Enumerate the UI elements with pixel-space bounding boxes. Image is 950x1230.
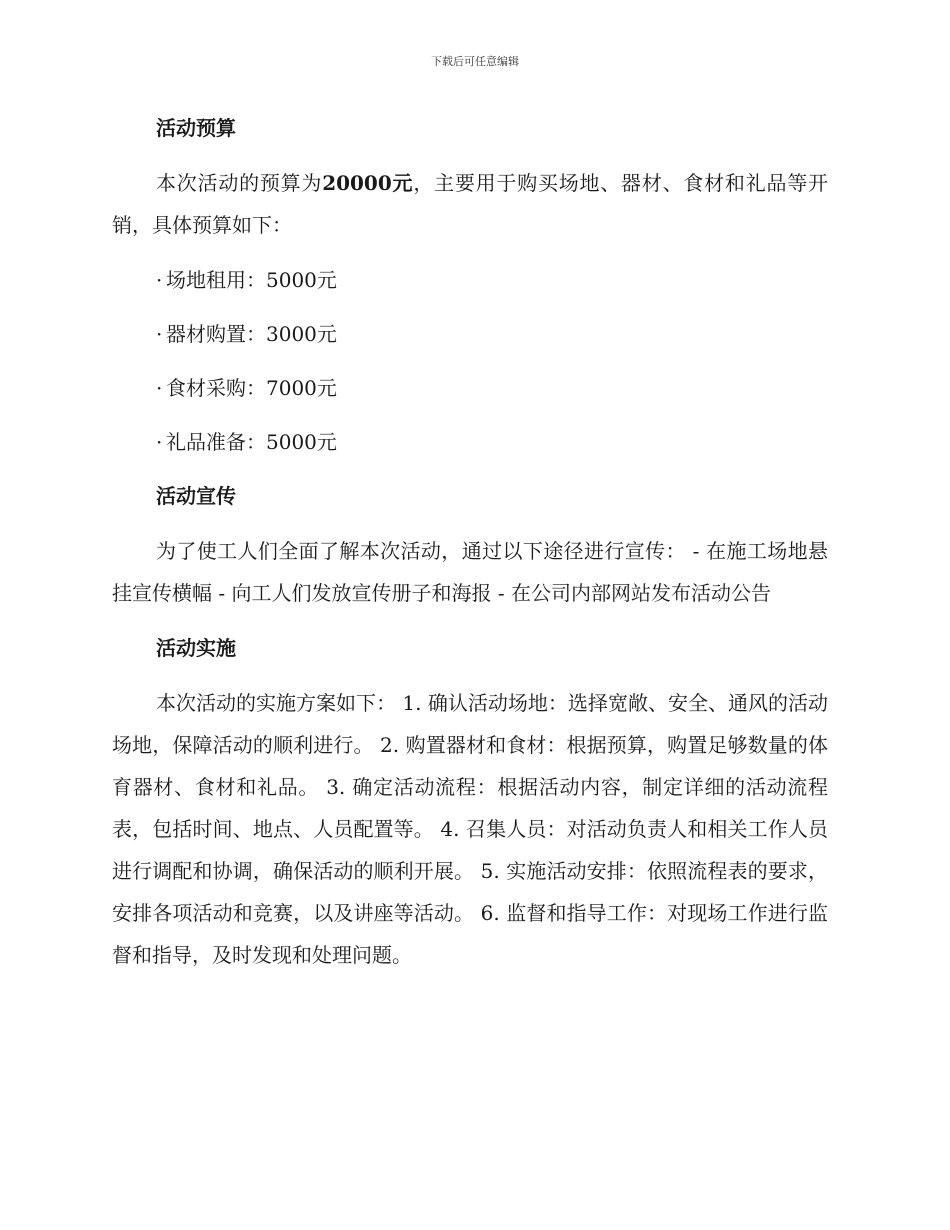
budget-item-text: 场地租用：5000元 xyxy=(166,268,337,292)
document-body xyxy=(112,108,828,990)
budget-item xyxy=(112,368,828,408)
bullet-dot: · xyxy=(156,268,163,292)
bullet-dot: · xyxy=(156,322,163,346)
budget-item xyxy=(112,422,828,462)
budget-item-text: 器材购置：3000元 xyxy=(166,322,337,346)
budget-intro-post: ，主要用于购买场地、器材、食材和礼品等开销，具体预算如下： xyxy=(112,171,829,237)
budget-intro xyxy=(112,162,828,246)
bullet-dot: · xyxy=(156,430,163,454)
promotion-body: 为了使工人们全面了解本次活动，通过以下途径进行宣传： - 在施工场地悬挂宣传横幅 - 向工人们发放宣传册子和海报 - 在公司内部网站发布活动公告 xyxy=(112,539,828,605)
section-title-promotion: 活动宣传 xyxy=(156,484,236,508)
bullet-dot: · xyxy=(156,376,163,400)
budget-item-text: 礼品准备：5000元 xyxy=(166,430,337,454)
section-title-budget: 活动预算 xyxy=(156,116,236,140)
budget-intro-pre: 本次活动的预算为 xyxy=(156,171,323,195)
budget-item-text: 食材采购：7000元 xyxy=(166,376,337,400)
budget-amount: 20000元 xyxy=(322,171,414,195)
implementation-body: 本次活动的实施方案如下： 1. 确认活动场地：选择宽敞、安全、通风的活动场地，保障活动的顺利进行。 2. 购置器材和食材：根据预算，购置足够数量的体育器材、食材和礼品。 3. 确定活动流程：根据活动内容，制定详细的活动流程表，包括时间、地点、人员配置等。 4. 召集人员：对活动负责人和相关工作人员进行调配和协调，确保活动的顺利开展。 5. 实施活动安排：依照流程表的要求，安排各项活动和竞赛，以及讲座等活动。 6. 监督和指导工作：对现场工作进行监督和指导，及时发现和处理问题。 xyxy=(112,691,828,967)
budget-item xyxy=(112,260,828,300)
budget-item xyxy=(112,314,828,354)
page-header: 下载后可任意编辑 xyxy=(431,55,519,68)
section-title-implementation: 活动实施 xyxy=(156,636,236,660)
